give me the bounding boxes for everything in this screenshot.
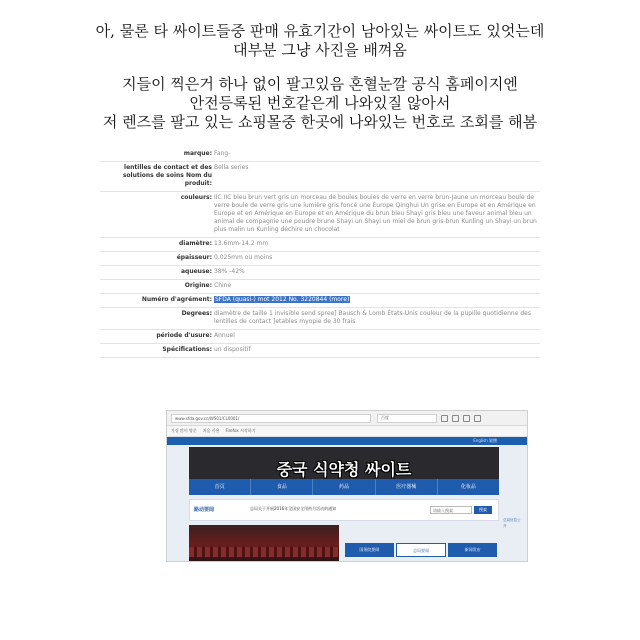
spec-row-water-content <box>100 266 540 280</box>
tab-state-council-news[interactable]: 国务院要闻 <box>345 543 394 557</box>
news-headline-link[interactable]: 总局关于开展2016年全国安全用药月活动的通知 <box>250 506 337 511</box>
nav-item-food[interactable]: 食品 <box>251 479 313 495</box>
intro-line: 안전등록된 번호같은게 나와있질 않아서 <box>189 94 451 112</box>
spec-row-colors <box>100 192 540 238</box>
nav-item-home[interactable]: 首页 <box>189 479 251 495</box>
intro-line: 저 렌즈를 팔고 있는 쇼핑몰중 한곳에 나와있는 번호로 조회를 해봄 <box>102 113 538 131</box>
spec-label: couleurs: <box>180 194 212 201</box>
home-icon[interactable] <box>463 415 470 422</box>
spec-value: Annuel <box>214 332 235 339</box>
spec-value: un dispositif <box>214 346 251 353</box>
spec-label: lentilles de contact et des solutions de soins Nom du produit: <box>122 164 212 187</box>
intro-line: 대부분 그냥 사진을 배껴옴 <box>233 41 407 59</box>
site-search-input[interactable]: 请输入搜索 <box>430 506 472 514</box>
spec-row-degrees <box>100 308 540 330</box>
tab-press-release[interactable]: 新闻发布 <box>448 543 497 557</box>
bookmark-item[interactable]: 가장 많이 방문 <box>171 428 197 433</box>
spec-value: IIC IIC bleu brun vert gris un morceau de boules boules de verre en verre brun-Jaune un morceau boule de verre boule de verre gris une lumière gris foncé une Europe Qinghui Un grise en Europe et en Amérique en Europe et en Amérique en Europe et en Amérique du brun bleu Shayi gris bleu une faveur animal bleu un animal de compagnie une poudre brune Shayi un Shayi un miel de brun gris-brun Kunling un Shayi un brun plus malin un Kunling déchire un chocolat <box>214 194 537 233</box>
spec-value: 0.025mm ou moins <box>214 254 273 261</box>
side-link[interactable]: 总局信息公开 <box>503 518 521 528</box>
spec-label: diamètre: <box>178 240 212 247</box>
news-bar <box>189 499 499 521</box>
site-top-bar <box>167 437 527 445</box>
intro-paragraph-1 <box>0 22 640 60</box>
bookmark-star-icon[interactable] <box>441 415 448 422</box>
site-search-button[interactable]: 搜索 <box>474 506 492 514</box>
nav-item-drugs[interactable]: 药品 <box>313 479 375 495</box>
bookmark-item[interactable]: Firefox 시작하기 <box>225 428 256 433</box>
spec-row-product-name <box>100 162 540 192</box>
spec-row-specifications <box>100 344 540 358</box>
tab-administration-news[interactable]: 总局要闻 <box>396 543 447 557</box>
browser-toolbar <box>167 411 527 426</box>
news-label: 路动要闻 <box>194 507 215 513</box>
product-spec-table <box>100 148 540 358</box>
news-tabs <box>345 543 499 557</box>
news-photo <box>189 525 339 561</box>
embedded-browser-screenshot <box>166 410 528 562</box>
spec-label: Numéro d'agrément: <box>141 296 212 303</box>
spec-value: Chine <box>214 282 232 289</box>
intro-line: 아, 물론 타 싸이트들중 판매 유효기간이 남아있는 싸이트도 있엇는데 <box>95 22 545 40</box>
spec-value: 38% -42% <box>214 268 245 275</box>
spec-row-wear-period <box>100 330 540 344</box>
spec-label: Degrees: <box>181 310 212 317</box>
spec-row-approval-number <box>100 294 540 308</box>
spec-row-thickness <box>100 252 540 266</box>
address-bar[interactable]: www.sfda.gov.cn/WS01/CL0001/ <box>171 414 371 423</box>
spec-label: épaisseur: <box>176 254 212 261</box>
browser-search-box[interactable]: 百度 <box>377 414 437 423</box>
spec-label: Spécifications: <box>162 346 212 353</box>
spec-value <box>214 296 540 304</box>
overlay-caption: 중국 식약청 싸이트 <box>276 460 412 479</box>
spec-label: période d'usure: <box>156 332 212 339</box>
nav-item-medical-devices[interactable]: 医疗器械 <box>376 479 438 495</box>
spec-value: Bella series <box>214 164 249 171</box>
site-nav <box>189 479 499 495</box>
sfda-website <box>167 437 527 562</box>
bookmark-item[interactable]: 처음 사용 <box>202 428 220 433</box>
spec-row-origin <box>100 280 540 294</box>
spec-value: Fang- <box>214 150 231 157</box>
download-icon[interactable] <box>452 415 459 422</box>
intro-line: 지들이 찍은거 하나 없이 팔고있음 혼혈눈깔 공식 홈페이지엔 <box>122 75 518 93</box>
site-banner <box>189 447 499 479</box>
spec-value: 13.6mm-14.2 mm <box>214 240 269 247</box>
intro-paragraph-2 <box>0 75 640 132</box>
spec-row-diameter <box>100 238 540 252</box>
approval-number-highlight[interactable]: SFDA (quasi-) mot 2012 No. 3220844 (more) <box>215 296 350 303</box>
language-links[interactable]: English 繁體 <box>473 438 497 443</box>
spec-row-brand <box>100 148 540 162</box>
menu-icon[interactable] <box>474 415 481 422</box>
spec-label: marque: <box>183 150 212 157</box>
bookmarks-bar <box>167 426 527 437</box>
spec-label: aqueuse: <box>181 268 212 275</box>
nav-item-cosmetics[interactable]: 化妆品 <box>460 484 476 490</box>
spec-label: Origine: <box>184 282 212 289</box>
photo-seats <box>189 547 339 557</box>
spec-value: diamètre de taille 1 invisible send spree] Bausch & Lomb États-Unis couleur de la pupille quotidienne des lentilles de contact ]etables myopie de 30 frais <box>214 310 531 325</box>
